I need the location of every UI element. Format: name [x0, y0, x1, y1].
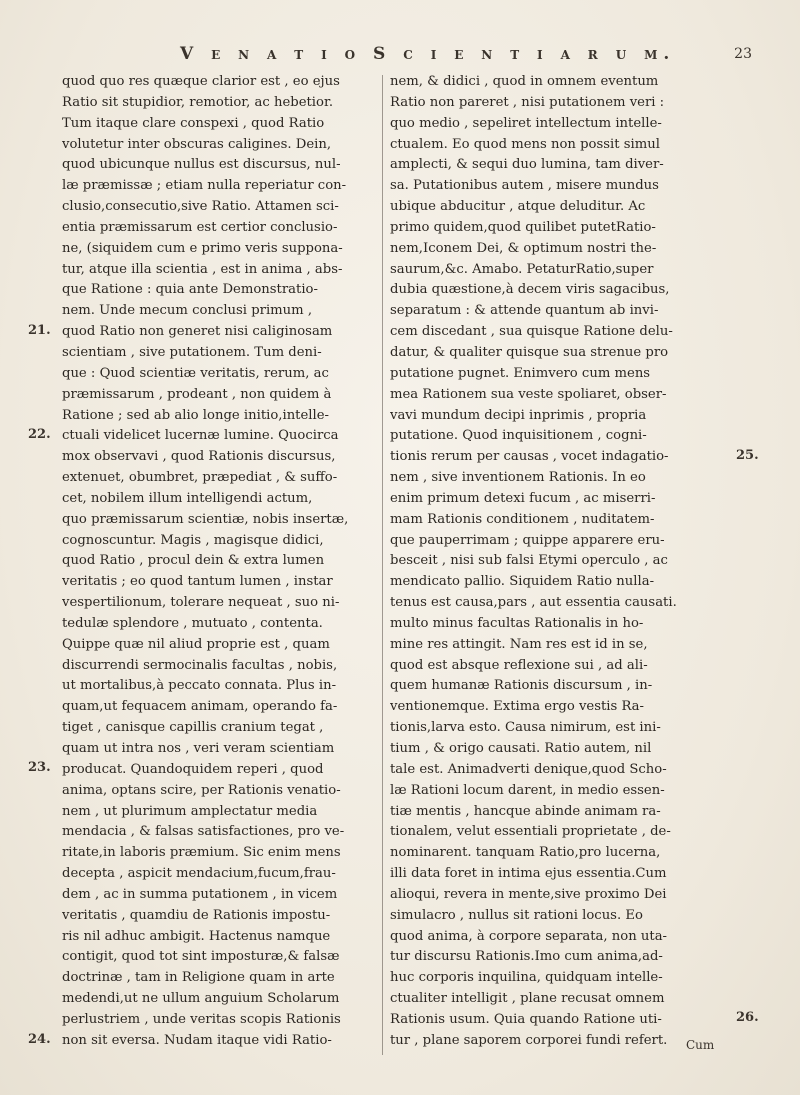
text-line: doctrinæ , tam in Religione quam in arte — [62, 970, 335, 986]
text-line: tedulæ splendore , mutuato , contenta. — [62, 615, 323, 631]
text-line: dubia quæstione,à decem viris sagacibus, — [390, 282, 670, 298]
text-line: præmissarum , prodeant , non quidem à — [62, 386, 332, 402]
text-line: læ præmissæ ; etiam nulla reperiatur con- — [62, 178, 347, 194]
text-line: quod est absque reflexione sui , ad ali- — [390, 657, 648, 673]
right-text-column — [390, 72, 728, 1052]
text-line: ctualiter intelligit , plane recusat omnem — [390, 991, 665, 1007]
text-line: mam Rationis conditionem , nuditatem- — [390, 511, 655, 527]
text-line: perlustriem , unde veritas scopis Rationis — [62, 1011, 341, 1027]
text-line: que Ratione : quia ante Demonstratio- — [62, 282, 318, 298]
text-line: quod Ratio , procul dein & extra lumen — [62, 553, 325, 569]
text-line: ritate,in laboris præmium. Sic enim mens — [62, 845, 341, 861]
text-line: multo minus facultas Rationalis in ho- — [390, 615, 644, 631]
text-line: veritatis ; eo quod tantum lumen , instar — [62, 574, 333, 590]
text-line: clusio,consecutio,sive Ratio. Attamen sci- — [62, 199, 339, 215]
text-line: decepta , aspicit mendacium,fucum,frau- — [62, 866, 336, 882]
text-line: cet, nobilem illum intelligendi actum, — [62, 490, 313, 506]
text-line: tur, atque illa scientia , est in anima , abs- — [62, 261, 343, 277]
margin-number-left: 23. — [28, 760, 51, 775]
text-line: quod Ratio non generet nisi caliginosam — [62, 324, 333, 340]
text-line: huc corporis inquilina, quidquam intelle- — [390, 970, 663, 986]
text-line: ne, (siquidem cum e primo veris suppona- — [62, 240, 343, 256]
text-line: Ratione ; sed ab alio longe initio,intelle- — [62, 407, 329, 423]
text-line: saurum,&c. Amabo. PetaturRatio,super — [390, 261, 654, 277]
text-line: tenus est causa,pars , aut essentia causati. — [390, 595, 677, 611]
text-line: ctualem. Eo quod mens non possit simul — [390, 136, 660, 152]
text-line: tur discursu Rationis.Imo cum anima,ad- — [390, 949, 663, 965]
text-line: tionis rerum per causas , vocet indagatio- — [390, 449, 669, 465]
text-line: quem humanæ Rationis discursum , in- — [390, 678, 653, 694]
catchword: Cum — [686, 1038, 715, 1052]
text-line: anima, optans scire, per Rationis venatio- — [62, 782, 341, 798]
text-line: simulacro , nullus sit rationi locus. Eo — [390, 907, 643, 923]
text-line: mox observavi , quod Rationis discursus, — [62, 449, 336, 465]
text-line: amplecti, & sequi duo lumina, tam diver- — [390, 157, 664, 173]
text-line: nem, & didici , quod in omnem eventum — [390, 74, 659, 89]
text-line: primo quidem,quod quilibet putetRatio- — [390, 219, 656, 235]
text-line: mine res attingit. Nam res est id in se, — [390, 636, 648, 652]
text-line: tiget , canisque capillis cranium tegat , — [62, 720, 324, 736]
text-line: veritatis , quamdiu de Rationis impostu- — [62, 907, 331, 923]
text-line: ctuali videlicet lucernæ lumine. Quocirca — [62, 428, 339, 444]
text-line: que : Quod scientiæ veritatis, rerum, ac — [62, 365, 329, 381]
text-line: quod anima, à corpore separata, non uta- — [390, 928, 668, 944]
text-line: Ratio non pareret , nisi putationem veri : — [390, 94, 665, 110]
text-line: mendicato pallio. Siquidem Ratio nulla- — [390, 574, 655, 590]
text-line: mea Rationem sua veste spoliaret, obser- — [390, 386, 667, 402]
text-line: nem , ut plurimum amplectatur media — [62, 803, 318, 819]
text-line: quo medio , sepeliret intellectum intelle- — [390, 115, 662, 131]
text-line: nem,Iconem Dei, & optimum nostri the- — [390, 240, 657, 256]
text-line: nem. Unde mecum conclusi primum , — [62, 303, 313, 319]
text-line: Rationis usum. Quia quando Ratione uti- — [390, 1011, 662, 1027]
text-line: Ratio sit stupidior, remotior, ac hebetior. — [62, 94, 334, 110]
text-line: dem , ac in summa putationem , in vicem — [62, 886, 338, 902]
text-line: cognoscuntur. Magis , magisque didici, — [62, 532, 324, 548]
margin-number-left: 21. — [28, 323, 51, 338]
text-line: tiæ mentis , hancque abinde animam ra- — [390, 803, 661, 819]
text-line: tionalem, velut essentiali proprietate , de- — [390, 824, 671, 840]
text-line: que pauperrimam ; quippe apparere eru- — [390, 532, 665, 548]
text-line: datur, & qualiter quisque sua strenue pro — [390, 344, 669, 360]
text-line: Tum itaque clare conspexi , quod Ratio — [62, 115, 325, 131]
text-line: discurrendi sermocinalis facultas , nobis, — [62, 657, 338, 673]
text-line: tur , plane saporem corporei fundi refert. — [390, 1032, 668, 1048]
text-line: illi data foret in intima ejus essentia.Cum — [390, 866, 667, 882]
text-line: vavi mundum decipi inprimis , propria — [390, 407, 647, 423]
running-title: V e n a t i o S c i e n t i a r u m. — [180, 44, 676, 64]
page-number: 23 — [734, 46, 752, 62]
text-line: scientiam , sive putationem. Tum deni- — [62, 344, 322, 360]
text-line: quam ut intra nos , veri veram scientiam — [62, 741, 335, 756]
text-line: contigit, quod tot sint imposturæ,& falsæ — [62, 949, 340, 965]
text-line: quo præmissarum scientiæ, nobis insertæ, — [62, 511, 349, 527]
text-line: tium , & origo causati. Ratio autem, nil — [390, 741, 652, 756]
text-line: ut mortalibus,à peccato connata. Plus in- — [62, 678, 337, 694]
text-line: putatione. Quod inquisitionem , cogni- — [390, 428, 647, 444]
left-text-column — [62, 72, 392, 1052]
text-line: sa. Putationibus autem , misere mundus — [390, 178, 659, 194]
text-line: besceit , nisi sub falsi Etymi operculo , ac — [390, 553, 668, 569]
text-line: enim primum detexi fucum , ac miserri- — [390, 490, 656, 506]
text-line: medendi,ut ne ullum anguium Scholarum — [62, 991, 340, 1007]
text-line: separatum : & attende quantum ab invi- — [390, 303, 659, 319]
text-line: ris nil adhuc ambigit. Hactenus namque — [62, 928, 331, 944]
text-line: nem , sive inventionem Rationis. In eo — [390, 470, 646, 486]
text-line: Quippe quæ nil aliud proprie est , quam — [62, 636, 330, 652]
text-line: producat. Quandoquidem reperi , quod — [62, 761, 324, 777]
margin-number-left: 22. — [28, 427, 51, 442]
text-line: alioqui, revera in mente,sive proximo Dei — [390, 886, 667, 902]
text-line: quod quo res quæque clarior est , eo ejus — [62, 74, 340, 89]
text-line: mendacia , & falsas satisfactiones, pro ve- — [62, 824, 345, 840]
text-line: vespertilionum, tolerare nequeat , suo ni- — [62, 595, 340, 611]
text-line: ventionemque. Extima ergo vestis Ra- — [390, 699, 645, 715]
text-line: tale est. Animadverti denique,quod Scho- — [390, 761, 667, 777]
text-line: extenuet, obumbret, præpediat , & suffo- — [62, 470, 338, 486]
text-line: tionis,larva esto. Causa nimirum, est ini- — [390, 720, 661, 736]
text-line: non sit eversa. Nudam itaque vidi Ratio- — [62, 1032, 332, 1048]
text-line: putatione pugnet. Enimvero cum mens — [390, 365, 651, 381]
text-line: volutetur inter obscuras caligines. Dein, — [62, 136, 332, 152]
text-line: entia præmissarum est certior conclusio- — [62, 219, 338, 235]
text-line: quam,ut fequacem animam, operando fa- — [62, 699, 338, 715]
margin-number-left: 24. — [28, 1032, 51, 1047]
text-line: ubique abducitur , atque deluditur. Ac — [390, 199, 646, 215]
margin-number-right: 25. — [736, 448, 759, 463]
margin-number-right: 26. — [736, 1010, 759, 1025]
text-line: nominarent. tanquam Ratio,pro lucerna, — [390, 845, 661, 861]
text-line: cem discedant , sua quisque Ratione delu- — [390, 324, 673, 340]
text-line: quod ubicunque nullus est discursus, nul- — [62, 157, 341, 173]
text-line: læ Rationi locum darent, in medio essen- — [390, 782, 665, 798]
